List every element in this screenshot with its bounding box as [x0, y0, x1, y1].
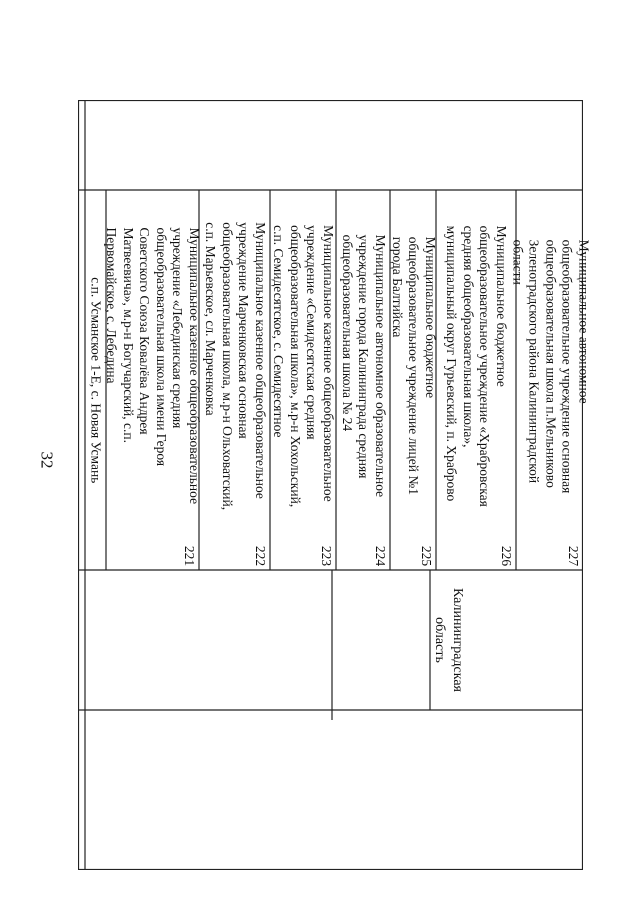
row-number: 223: [319, 545, 335, 567]
institution-name: Муниципальное казенное общеобразовательное учреждение «Семидесятская средняя общеобразовательная школа», м.р-н Хохольский, с.п. Семидесятское, с. Семидесятное: [271, 224, 337, 508]
institution-name: с.п. Усманское 1-Е, с. Новая Усмань: [88, 276, 104, 484]
row-number: 224: [373, 545, 389, 567]
table-row: [436, 190, 516, 542]
institution-name: Муниципальное бюджетное общеобразовательное учреждение лицей №1 города Балтийска: [389, 236, 438, 496]
region-cell: [418, 570, 478, 710]
table-row: [199, 190, 270, 542]
row-number: 222: [253, 545, 269, 567]
table-row: [104, 190, 203, 542]
institution-name: Муниципальное казенное общеобразовательное учреждение «Лебединская средняя общеобразовательная школа имени Героя Советского Союза Ковалёва Андрея Матвеевича», м.р-н Богучарский, с.п. Первомайское, с. Лебедина: [104, 227, 203, 505]
page-number: 32: [37, 451, 56, 469]
institution-name: Муниципальное казенное общеобразовательное учреждение Марченковская основная общеобразовательная школа, м.р-н Ольховатский, с.п. Марьевское, сл. Марченковка: [202, 222, 268, 510]
institution-name: Муниципальное автономное образовательное учреждение города Калининграда средняя общеобразовательная школа № 24: [339, 234, 388, 498]
table-row: [336, 190, 390, 542]
table-row: [390, 190, 436, 542]
institution-name: Муниципальное бюджетное общеобразовательное учреждение «Храбровская средняя общеобразовательная школа», муниципальный округ Гурьевский, п. Храброво: [444, 225, 510, 507]
row-number: 226: [499, 545, 515, 567]
schools-table: [78, 100, 591, 870]
institution-name: Муниципальное автономное общеобразовательное учреждение основная общеобразовательная школа п.Мельниково Зеленоградского района Калининградской области: [509, 239, 591, 493]
table-row: [270, 190, 336, 542]
row-number: 227: [566, 545, 582, 567]
row-number: 225: [419, 545, 435, 567]
row-number: 221: [182, 545, 198, 567]
table-row: [509, 190, 591, 542]
region-name: Калининградская область: [432, 588, 466, 692]
